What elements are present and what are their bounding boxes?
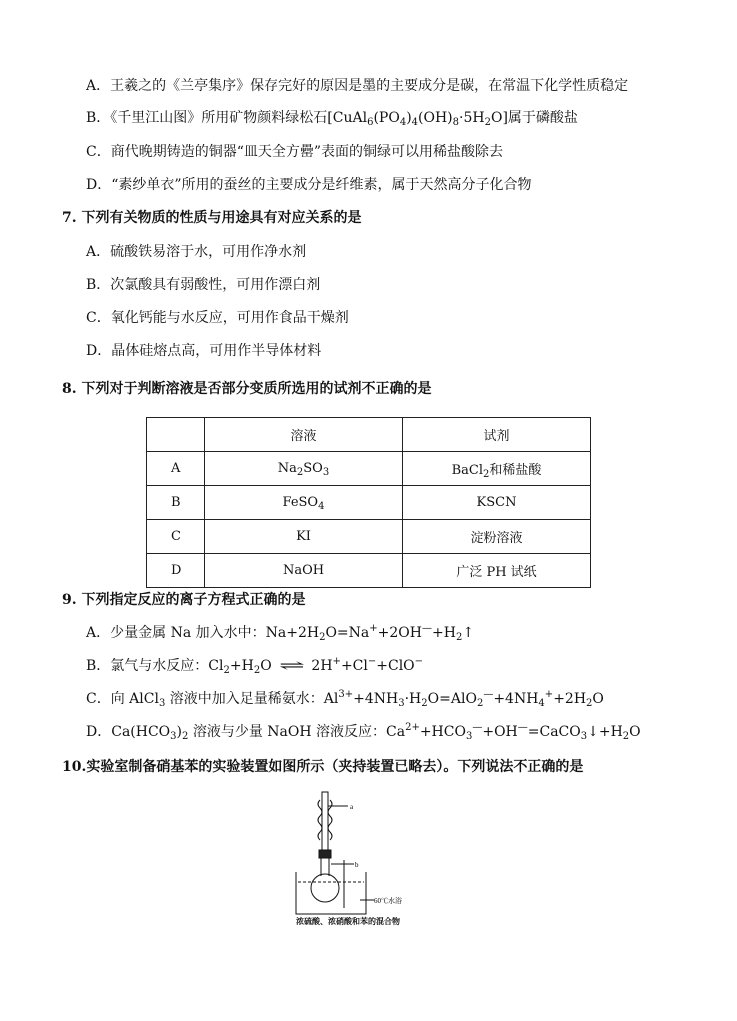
table-row (147, 554, 591, 588)
row-key: A (147, 452, 205, 486)
label-b: b (355, 861, 359, 869)
q8-stem: 8. 下列对于判断溶液是否部分变质所选用的试剂不正确的是 (62, 381, 432, 397)
water-bath-beaker (296, 872, 366, 914)
q7-option-c: C．氧化钙能与水反应，可用作食品干燥剂 (86, 310, 349, 326)
equilibrium-arrow: ⇌ (278, 658, 305, 674)
q10-stem: 10.实验室制备硝基苯的实验装置如图所示（夹持装置已略去）。下列说法不正确的是 (62, 759, 584, 775)
label-a: a (350, 803, 354, 811)
q7-option-d: D．晶体硅熔点高，可用作半导体材料 (86, 343, 322, 359)
solution-cell: NaOH (205, 554, 403, 588)
solution-cell: FeSO$_4$ (205, 486, 403, 520)
table-row (147, 520, 591, 554)
bath-label: 60℃水浴 (374, 897, 402, 905)
reagent-cell: KSCN (403, 486, 591, 520)
q7-stem: 7. 下列有关物质的性质与用途具有对应关系的是 (62, 210, 362, 226)
stopper (319, 850, 331, 858)
header-cell: 溶液 (205, 418, 403, 452)
condenser-inner-tube (322, 792, 328, 850)
reagent-cell: 淀粉溶液 (403, 520, 591, 554)
reagent-cell: BaCl$_2$和稀盐酸 (403, 452, 591, 486)
flask-bulb (311, 874, 339, 902)
row-key: C (147, 520, 205, 554)
nitrobenzene-apparatus-figure (286, 788, 406, 936)
q8-table (146, 417, 591, 588)
q6-option-a: A．王羲之的《兰亭集序》保存完好的原因是墨的主要成分是碳，在常温下化学性质稳定 (86, 78, 629, 94)
header-cell: 试剂 (403, 418, 591, 452)
header-cell (147, 418, 205, 452)
reagent-cell: 广泛 PH 试纸 (403, 554, 591, 588)
q7-option-a: A．硫酸铁易溶于水，可用作净水剂 (86, 244, 307, 260)
q6-option-c: C．商代晚期铸造的铜器“皿天全方罍”表面的铜绿可以用稀盐酸除去 (86, 144, 504, 160)
table-row (147, 486, 591, 520)
solution-cell: KI (205, 520, 403, 554)
q6-option-d: D．“素纱单衣”所用的蚕丝的主要成分是纤维素，属于天然高分子化合物 (86, 177, 532, 193)
row-key: B (147, 486, 205, 520)
q7-option-b: B．次氯酸具有弱酸性，可用作漂白剂 (86, 277, 321, 293)
figure-caption: 浓硫酸、浓硝酸和苯的混合物 (296, 916, 400, 926)
solution-cell: $Na_2SO_3$ (205, 452, 403, 486)
q9-option-b: B．氯气与水反应：$Cl_2+H_2O$ ⇌ 2H++Cl−+ClO− (86, 656, 424, 676)
row-key: D (147, 554, 205, 588)
q9-option-d: D．$Ca(HCO_3)_2$ 溶液与少量 NaOH 溶液反应：$Ca^{2+}+HCO_3^—+OH^—=CaCO_3↓+H_2O$ (86, 722, 641, 742)
q9-option-c: C．向 AlCl$_3$ 溶液中加入足量稀氨水：$Al^{3+}+4NH_3\cdot H_2O=AlO_2^—+4NH_4^++2H_2O$ (86, 689, 604, 709)
q9-stem: 9. 下列指定反应的离子方程式正确的是 (62, 592, 306, 608)
q9-option-a: A．少量金属 Na 加入水中：$Na+2H_2O=Na^++2OH^—+H_2↑$ (86, 623, 475, 643)
q6-option-b: B．《千里江山图》所用矿物颜料绿松石$[CuAl_6(PO_4)_4(OH)_8\cdot 5H_2O]$属于磷酸盐 (86, 110, 578, 128)
condenser-coil (318, 800, 322, 840)
table-row (147, 452, 591, 486)
table-header-row (147, 418, 591, 452)
